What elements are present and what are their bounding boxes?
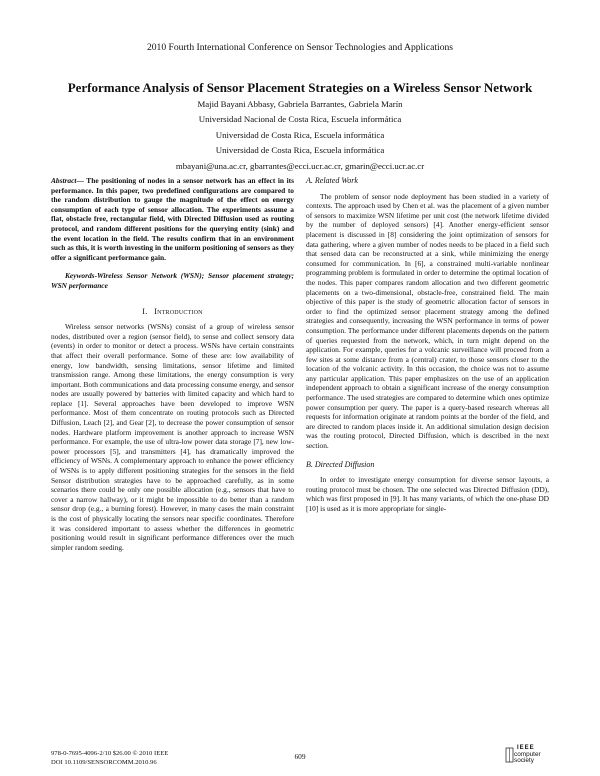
directed-diffusion-paragraph: In order to investigate energy consumption for diverse sensor layouts, a routing protocol must be chosen. The one selected was Directed Diffusion (DD), which was first proposed in [9]. It has many variants, of which the one-phase DD [10] is used as it is more appropriate for single- [306, 475, 549, 513]
logo-org: IEEE [517, 745, 535, 751]
doi-line: DOI 10.1109/SENSORCOMM.2010.96 [51, 758, 157, 766]
affiliation: Universidad Nacional de Costa Rica, Escuela informática [198, 114, 402, 125]
conference-header: 2010 Fourth International Conference on Sensor Technologies and Applications [146, 42, 454, 53]
subsection-heading-directed-diffusion: B. Directed Diffusion [306, 459, 375, 469]
left-column [51, 176, 294, 552]
abstract-text: — The positioning of nodes in a sensor network has an effect in its performance. In this paper, two predefined configurations are compared to the random distribution to gauge the magnitude of the effect on energy consumption of each type of sensor allocation. The experiments assume a flat, obstacle free, rectangular field, with Directed Diffusion used as routing protocol, and random different positions for the querying entity (sink) and the event location in the field. The results confirm that in an environment such as this, it is worth investing in the uniform positioning of sensors as they offer a significant performance gain. [51, 176, 294, 262]
author-block [0, 97, 600, 174]
abstract [51, 176, 294, 262]
abstract-label: Abstract [51, 176, 77, 185]
authors: Majid Bayani Abbasy, Gabriela Barrantes, Gabriela Marín [197, 99, 403, 109]
logo-text [514, 752, 541, 765]
paper-title: Performance Analysis of Sensor Placement Strategies on a Wireless Sensor Network [67, 80, 533, 95]
subsection-heading-related-work: A. Related Work [306, 176, 358, 185]
ieee-computer-society-logo [505, 745, 549, 769]
right-column [306, 176, 549, 514]
intro-paragraph: Wireless sensor networks (WSNs) consist of a group of wireless sensor nodes, distributed over a region (sensor field), to sense and collect sensory data (events) in order to monitor or detect a process. WSNs have certain constraints that affect their overall performance. Some of these are: low availability of energy, low bandwidth, sensing limitations, sensor lifetime and limited transmission range. Among these limitations, the energy consumption is very important. Both communications and data processing consume energy, and sensor nodes are usually powered by batteries with limited capacity and which hard to replace [1]. Several approaches have been developed to improve WSN performance. Most of them concentrate on routing protocols such as Directed Diffusion, Leach [2], and Gear [2], to decrease the power consumption of sensor nodes. Hardware platform improvement is another approach to increase WSN performance. For example, the use of ultra-low power data storage [7], new low-power processors [5], and transmitters [4], has dramatically improved the efficiency of WSNs. A complementary approach to enhance the power efficiency of WSNs is to apply different positioning strategies for the sensors in the field Sensor distribution strategies have to be approached carefully, as in some scenarios there could be only one possible allocation (e.g., sensors that have to cover a narrow hallway), or it might be impossible to do better than a random sensor drop (e.g., a burning forest). However, in many cases the main constraint is the cost of physically locating the sensors near specific coordinates. Therefore it was considered important to assess whether the differences in geometric positioning would result in significant performance differences over the much simpler random seeding. [51, 322, 294, 552]
logo-line-computer: computer [514, 751, 541, 758]
section-title: Introduction [154, 306, 203, 316]
section-heading [51, 307, 294, 317]
page-number: 609 [294, 752, 306, 761]
isbn-line: 978-0-7695-4096-2/10 $26.00 © 2010 IEEE [51, 750, 169, 757]
affiliation: Universidad de Costa Rica, Escuela informática [215, 145, 385, 156]
author-emails: mbayani@una.ac.cr, gbarrantes@ecci.ucr.ac.cr, gmarin@ecci.ucr.ac.cr [175, 160, 425, 171]
section-number: I. [142, 306, 148, 316]
related-work-paragraph: The problem of sensor node deployment has been studied in a variety of contexts. The approach used by Chen et al. was the placement of a given number of sensors to maximize WSN lifetime per unit cost (the network lifetime divided by the number of deployed sensors) [4]. Another energy-efficient sensor placement is discussed in [8] considering the joint optimization of sensors for data gathering, where a given number of nodes needs to be placed in a field such that sensed data can be reconstructed at a sink, while minimizing the energy consumed for communication. In [6], a constrained multi-variable nonlinear programming problem is formulated in order to determine the optimal location of the nodes. This paper compares random allocation and two different geometric placements on a two-dimensional, obstacle-free, constrained field. The main objective of this paper is the study of geometric allocation factor of sensors in order to find the optimized sensor placement strategy among the defined strategies and consequently, increasing the WSN performance in terms of power consumption. The performance under different placements depends on the pattern of queries requested from the network, which, in turn might depend on the application. For example, queries for a volcanic surveillance will proceed from a few sites at some distance from a (central) crater, to those sensors closer to the location of the volcanic activity. In this occasion, the choice was not to assume any particular application. This paper emphasizes on the use of an application independent approach to obtain a significant increase of the energy consumption performance. The used strategies are compared to determine which ones optimize power consumption per query. The paper is a query-based research whereas all requests for information originate at random points at the border of the field, and are directed to random places inside it. An additional simulation design decision was the routing protocol, Directed Diffusion, which is described in the next section. [306, 191, 549, 451]
logo-line-society: society [514, 757, 534, 765]
keywords: Keywords-Wireless Sensor Network (WSN); Sensor placement strategy; WSN performance [51, 271, 294, 290]
affiliation: Universidad de Costa Rica, Escuela informática [215, 129, 385, 140]
